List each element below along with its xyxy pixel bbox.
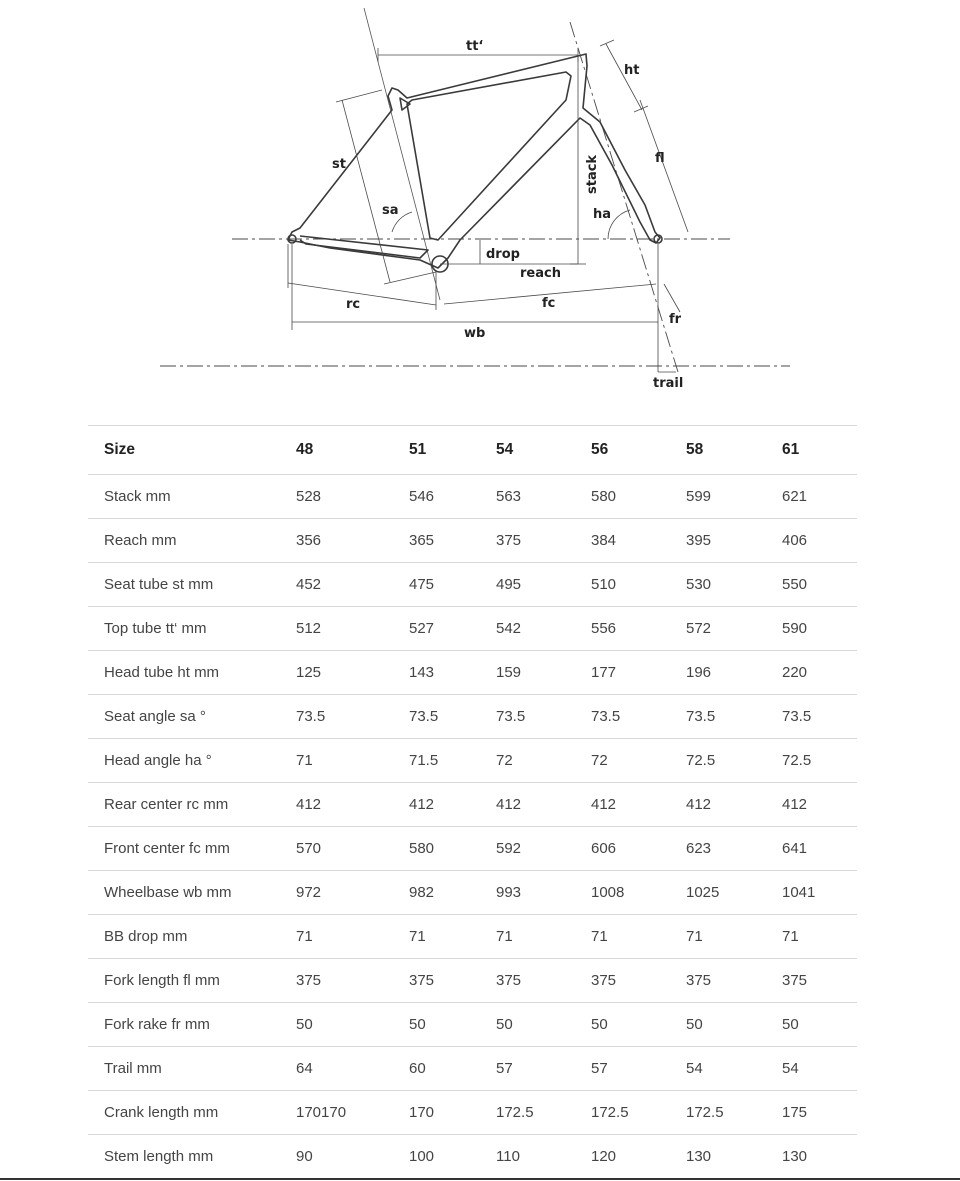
table-cell: 73.5 — [670, 695, 766, 739]
row-label: Fork rake fr mm — [88, 1003, 280, 1047]
table-cell: 130 — [766, 1135, 857, 1179]
table-cell: 412 — [575, 783, 670, 827]
table-cell: 606 — [575, 827, 670, 871]
table-cell: 50 — [480, 1003, 575, 1047]
table-cell: 120 — [575, 1135, 670, 1179]
table-cell: 406 — [766, 519, 857, 563]
bottom-divider — [0, 1178, 960, 1180]
table-cell: 64 — [280, 1047, 393, 1091]
row-label: Reach mm — [88, 519, 280, 563]
fr-dimension-line — [664, 284, 680, 312]
table-cell: 71 — [575, 915, 670, 959]
table-cell: 50 — [670, 1003, 766, 1047]
table-cell: 130 — [670, 1135, 766, 1179]
table-cell: 641 — [766, 827, 857, 871]
row-label: Head angle ha ° — [88, 739, 280, 783]
size-column-header: 58 — [670, 426, 766, 475]
geometry-table-body — [88, 475, 857, 1179]
table-cell: 412 — [766, 783, 857, 827]
trail-label: trail — [653, 376, 684, 391]
table-cell: 57 — [575, 1047, 670, 1091]
table-row — [88, 1135, 857, 1179]
table-cell: 72 — [575, 739, 670, 783]
table-cell: 73.5 — [280, 695, 393, 739]
table-row — [88, 475, 857, 519]
table-cell: 412 — [480, 783, 575, 827]
stack-label: stack — [585, 154, 600, 194]
row-label: Fork length fl mm — [88, 959, 280, 1003]
row-label: Wheelbase wb mm — [88, 871, 280, 915]
table-cell: 580 — [575, 475, 670, 519]
table-cell: 993 — [480, 871, 575, 915]
st-label: st — [332, 157, 346, 172]
table-cell: 220 — [766, 651, 857, 695]
table-cell: 54 — [766, 1047, 857, 1091]
table-cell: 72 — [480, 739, 575, 783]
table-cell: 73.5 — [766, 695, 857, 739]
table-row — [88, 739, 857, 783]
table-cell: 972 — [280, 871, 393, 915]
row-label: Seat tube st mm — [88, 563, 280, 607]
table-cell: 375 — [280, 959, 393, 1003]
table-row — [88, 871, 857, 915]
table-cell: 177 — [575, 651, 670, 695]
size-column-header: 51 — [393, 426, 480, 475]
fl-label: fl — [655, 151, 665, 166]
table-cell: 170 — [393, 1091, 480, 1135]
table-cell: 550 — [766, 563, 857, 607]
table-cell: 50 — [393, 1003, 480, 1047]
table-cell: 50 — [280, 1003, 393, 1047]
table-cell: 71 — [393, 915, 480, 959]
table-cell: 528 — [280, 475, 393, 519]
table-row — [88, 1003, 857, 1047]
table-cell: 556 — [575, 607, 670, 651]
table-cell: 57 — [480, 1047, 575, 1091]
sa-label: sa — [382, 203, 399, 218]
table-cell: 395 — [670, 519, 766, 563]
tt-label: tt‘ — [466, 39, 484, 54]
size-column-header: 48 — [280, 426, 393, 475]
table-cell: 542 — [480, 607, 575, 651]
table-cell: 570 — [280, 827, 393, 871]
table-cell: 621 — [766, 475, 857, 519]
row-label: Stem length mm — [88, 1135, 280, 1179]
table-cell: 72.5 — [670, 739, 766, 783]
table-cell: 530 — [670, 563, 766, 607]
table-row — [88, 1047, 857, 1091]
rc-dimension-line — [288, 283, 436, 305]
row-label: BB drop mm — [88, 915, 280, 959]
table-row — [88, 959, 857, 1003]
ht-label: ht — [624, 63, 640, 78]
table-cell: 599 — [670, 475, 766, 519]
row-label: Front center fc mm — [88, 827, 280, 871]
table-cell: 384 — [575, 519, 670, 563]
table-row — [88, 783, 857, 827]
row-label: Crank length mm — [88, 1091, 280, 1135]
table-cell: 412 — [393, 783, 480, 827]
size-column-header: 61 — [766, 426, 857, 475]
size-column-header: 54 — [480, 426, 575, 475]
table-cell: 495 — [480, 563, 575, 607]
row-label: Trail mm — [88, 1047, 280, 1091]
table-cell: 71 — [280, 915, 393, 959]
table-row — [88, 519, 857, 563]
table-cell: 590 — [766, 607, 857, 651]
table-cell: 375 — [393, 959, 480, 1003]
bike-geometry-diagram — [0, 0, 960, 400]
table-cell: 982 — [393, 871, 480, 915]
fc-label: fc — [542, 296, 556, 311]
table-cell: 592 — [480, 827, 575, 871]
header-row — [88, 426, 857, 475]
table-cell: 356 — [280, 519, 393, 563]
ha-label: ha — [593, 207, 612, 222]
size-header: Size — [88, 426, 280, 475]
table-cell: 412 — [670, 783, 766, 827]
size-column-header: 56 — [575, 426, 670, 475]
table-cell: 54 — [670, 1047, 766, 1091]
table-row — [88, 695, 857, 739]
table-cell: 375 — [575, 959, 670, 1003]
table-cell: 512 — [280, 607, 393, 651]
table-cell: 563 — [480, 475, 575, 519]
table-cell: 71 — [670, 915, 766, 959]
table-cell: 546 — [393, 475, 480, 519]
table-cell: 452 — [280, 563, 393, 607]
table-cell: 510 — [575, 563, 670, 607]
table-row — [88, 827, 857, 871]
table-cell: 475 — [393, 563, 480, 607]
table-cell: 73.5 — [575, 695, 670, 739]
row-label: Head tube ht mm — [88, 651, 280, 695]
table-cell: 72.5 — [766, 739, 857, 783]
table-cell: 71.5 — [393, 739, 480, 783]
table-cell: 196 — [670, 651, 766, 695]
table-cell: 71 — [480, 915, 575, 959]
table-cell: 73.5 — [480, 695, 575, 739]
row-label: Stack mm — [88, 475, 280, 519]
table-cell: 172.5 — [480, 1091, 575, 1135]
table-cell: 172.5 — [575, 1091, 670, 1135]
table-cell: 159 — [480, 651, 575, 695]
table-row — [88, 1091, 857, 1135]
table-cell: 50 — [766, 1003, 857, 1047]
table-cell: 100 — [393, 1135, 480, 1179]
table-cell: 365 — [393, 519, 480, 563]
table-row — [88, 607, 857, 651]
table-cell: 60 — [393, 1047, 480, 1091]
table-row — [88, 915, 857, 959]
table-cell: 623 — [670, 827, 766, 871]
table-cell: 172.5 — [670, 1091, 766, 1135]
row-label: Top tube tt‘ mm — [88, 607, 280, 651]
table-cell: 90 — [280, 1135, 393, 1179]
table-cell: 71 — [280, 739, 393, 783]
table-cell: 73.5 — [393, 695, 480, 739]
st-dimension-line — [342, 100, 390, 282]
table-cell: 412 — [280, 783, 393, 827]
table-row — [88, 563, 857, 607]
drop-label: drop — [486, 247, 520, 262]
table-cell: 375 — [480, 959, 575, 1003]
ha-arc — [608, 210, 630, 239]
table-cell: 375 — [766, 959, 857, 1003]
table-cell: 143 — [393, 651, 480, 695]
table-cell: 572 — [670, 607, 766, 651]
geometry-table — [88, 425, 857, 1178]
table-cell: 71 — [766, 915, 857, 959]
fr-label: fr — [669, 312, 682, 327]
table-cell: 580 — [393, 827, 480, 871]
table-cell: 375 — [670, 959, 766, 1003]
table-row — [88, 651, 857, 695]
geometry-table-header — [88, 426, 857, 475]
table-cell: 175 — [766, 1091, 857, 1135]
reach-label: reach — [520, 266, 561, 281]
table-cell: 110 — [480, 1135, 575, 1179]
table-cell: 1025 — [670, 871, 766, 915]
table-cell: 170170 — [280, 1091, 393, 1135]
table-cell: 375 — [480, 519, 575, 563]
row-label: Seat angle sa ° — [88, 695, 280, 739]
table-cell: 50 — [575, 1003, 670, 1047]
wb-label: wb — [464, 326, 486, 341]
table-cell: 527 — [393, 607, 480, 651]
table-cell: 125 — [280, 651, 393, 695]
rc-label: rc — [346, 297, 361, 312]
table-cell: 1041 — [766, 871, 857, 915]
row-label: Rear center rc mm — [88, 783, 280, 827]
table-cell: 1008 — [575, 871, 670, 915]
